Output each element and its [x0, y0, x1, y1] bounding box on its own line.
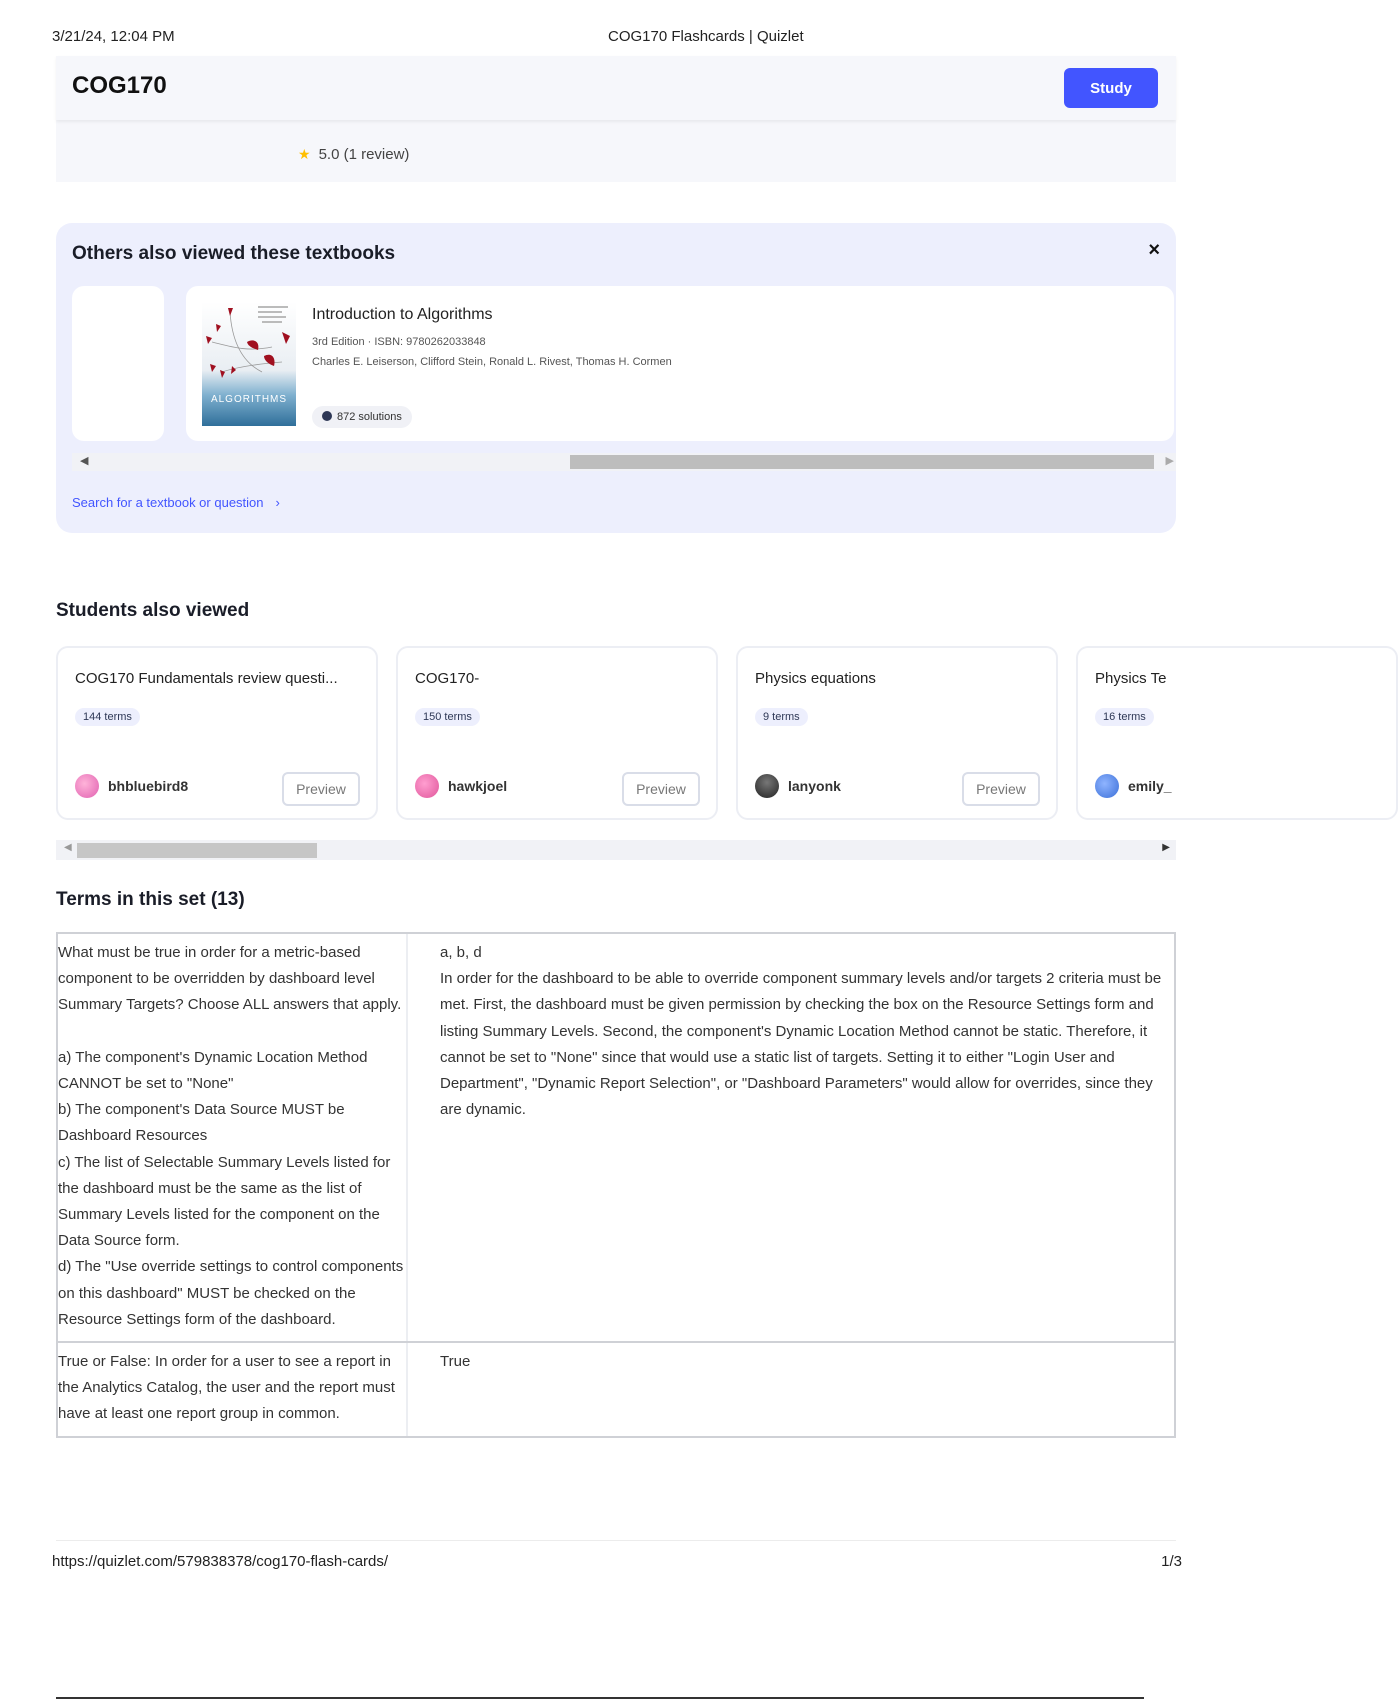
- search-textbook-link[interactable]: Search for a textbook or question ›: [72, 495, 280, 510]
- scrollbar-thumb[interactable]: [570, 455, 1154, 469]
- username[interactable]: bhbluebird8: [108, 778, 189, 794]
- scroll-left-arrow-icon[interactable]: ◀: [64, 842, 72, 853]
- page-bottom-rule: [56, 1697, 1144, 1699]
- term-question: True or False: In order for a user to see a report in the Analytics Catalog, the user and the report must have at least one report group in common.: [58, 1343, 408, 1436]
- set-title: COG170: [72, 72, 167, 99]
- print-header: [52, 28, 1148, 48]
- set-card-title[interactable]: Physics equations: [755, 670, 876, 687]
- study-button[interactable]: Study: [1064, 68, 1158, 108]
- set-card[interactable]: [1076, 646, 1398, 820]
- avatar[interactable]: [755, 774, 779, 798]
- solutions-dot-icon: [322, 411, 332, 421]
- terms-count-badge: 9 terms: [755, 708, 808, 726]
- avatar[interactable]: [75, 774, 99, 798]
- term-answer: True: [440, 1353, 471, 1371]
- textbooks-panel: [56, 223, 1176, 533]
- solutions-count: 872 solutions: [337, 411, 402, 423]
- avatar[interactable]: [415, 774, 439, 798]
- set-card[interactable]: [396, 646, 718, 820]
- book-authors: Charles E. Leiserson, Clifford Stein, Ronald L. Rivest, Thomas H. Cormen: [312, 356, 672, 368]
- print-page-number: 1/3: [1161, 1553, 1182, 1570]
- terms-count-badge: 150 terms: [415, 708, 480, 726]
- textbooks-heading: Others also viewed these textbooks: [72, 243, 396, 264]
- scroll-left-arrow-icon[interactable]: ◀: [80, 455, 89, 467]
- sticky-header-bar: [56, 56, 1176, 120]
- terms-count-badge: 16 terms: [1095, 708, 1154, 726]
- print-footer-url: https://quizlet.com/579838378/cog170-flash-cards/: [52, 1553, 389, 1570]
- set-card[interactable]: [56, 646, 378, 820]
- username[interactable]: lanyonk: [788, 778, 841, 794]
- preview-button[interactable]: Preview: [282, 772, 360, 806]
- chevron-right-icon: ›: [275, 495, 280, 510]
- students-also-viewed-heading: Students also viewed: [56, 600, 250, 621]
- rating-text: 5.0 (1 review): [318, 146, 410, 163]
- scroll-right-arrow-icon[interactable]: ▶: [1165, 455, 1174, 467]
- rating: [298, 146, 409, 163]
- terms-count-badge: 144 terms: [75, 708, 140, 726]
- terms-table: [56, 932, 1176, 1438]
- textbooks-scrollbar[interactable]: [72, 453, 1176, 471]
- term-row: [58, 1341, 1174, 1436]
- term-answer: a, b, d In order for the dashboard to be able to override component summary levels and/or targets 2 criteria must be met. First, the dashboard must be given permission by checking the box on the Resource Settings form and listing Summary Levels. Second, the component's Dynamic Location Method cannot be static. Therefore, it cannot be set to "None" since that would use a static list of targets. Setting it to either "Login User and Department", "Dynamic Report Selection", or "Dashboard Parameters" would allow for overrides, since they are dynamic.: [440, 944, 1162, 1119]
- preview-button[interactable]: Preview: [962, 772, 1040, 806]
- avatar[interactable]: [1095, 774, 1119, 798]
- terms-heading: Terms in this set (13): [56, 889, 245, 910]
- book-cover-image: [202, 302, 296, 426]
- scrollbar-thumb[interactable]: [77, 843, 317, 858]
- book-title[interactable]: Introduction to Algorithms: [312, 306, 493, 323]
- preview-button[interactable]: Preview: [622, 772, 700, 806]
- set-card[interactable]: [736, 646, 1058, 820]
- scroll-right-arrow-icon[interactable]: ▶: [1162, 842, 1170, 853]
- textbook-card-partial[interactable]: [72, 286, 164, 441]
- svg-text:ALGORITHMS: ALGORITHMS: [210, 394, 288, 405]
- term-row: [58, 934, 1174, 1341]
- textbook-card[interactable]: [186, 286, 1174, 441]
- close-icon[interactable]: ×: [1148, 239, 1160, 261]
- star-icon: ★: [298, 146, 311, 162]
- set-card-title[interactable]: Physics Te: [1095, 670, 1167, 687]
- students-also-viewed-carousel: [56, 646, 1176, 824]
- book-edition-isbn: 3rd Edition · ISBN: 9780262033848: [312, 336, 486, 348]
- footer-divider: [56, 1540, 1176, 1541]
- set-header: [56, 56, 1176, 182]
- username[interactable]: emily_: [1128, 778, 1172, 794]
- carousel-scrollbar[interactable]: [56, 840, 1176, 860]
- print-page-title: COG170 Flashcards | Quizlet: [608, 28, 804, 45]
- set-card-title[interactable]: COG170 Fundamentals review questi...: [75, 670, 338, 687]
- solutions-badge: [312, 406, 412, 428]
- set-card-title[interactable]: COG170-: [415, 670, 480, 687]
- term-question: What must be true in order for a metric-based component to be overridden by dashboard level Summary Targets? Choose ALL answers that apply. a) The component's Dynamic Location Method CANNOT be set to "None" b) The component's Data Source MUST be Dashboard Resources c) The list of Selectable Summary Levels listed for the dashboard must be the same as the list of Summary Levels listed for the component on the Data Source form. d) The "Use override settings to control components on this dashboard" MUST be checked on the Resource Settings form of the dashboard.: [58, 934, 408, 1341]
- username[interactable]: hawkjoel: [448, 778, 508, 794]
- print-datetime: 3/21/24, 12:04 PM: [52, 28, 175, 45]
